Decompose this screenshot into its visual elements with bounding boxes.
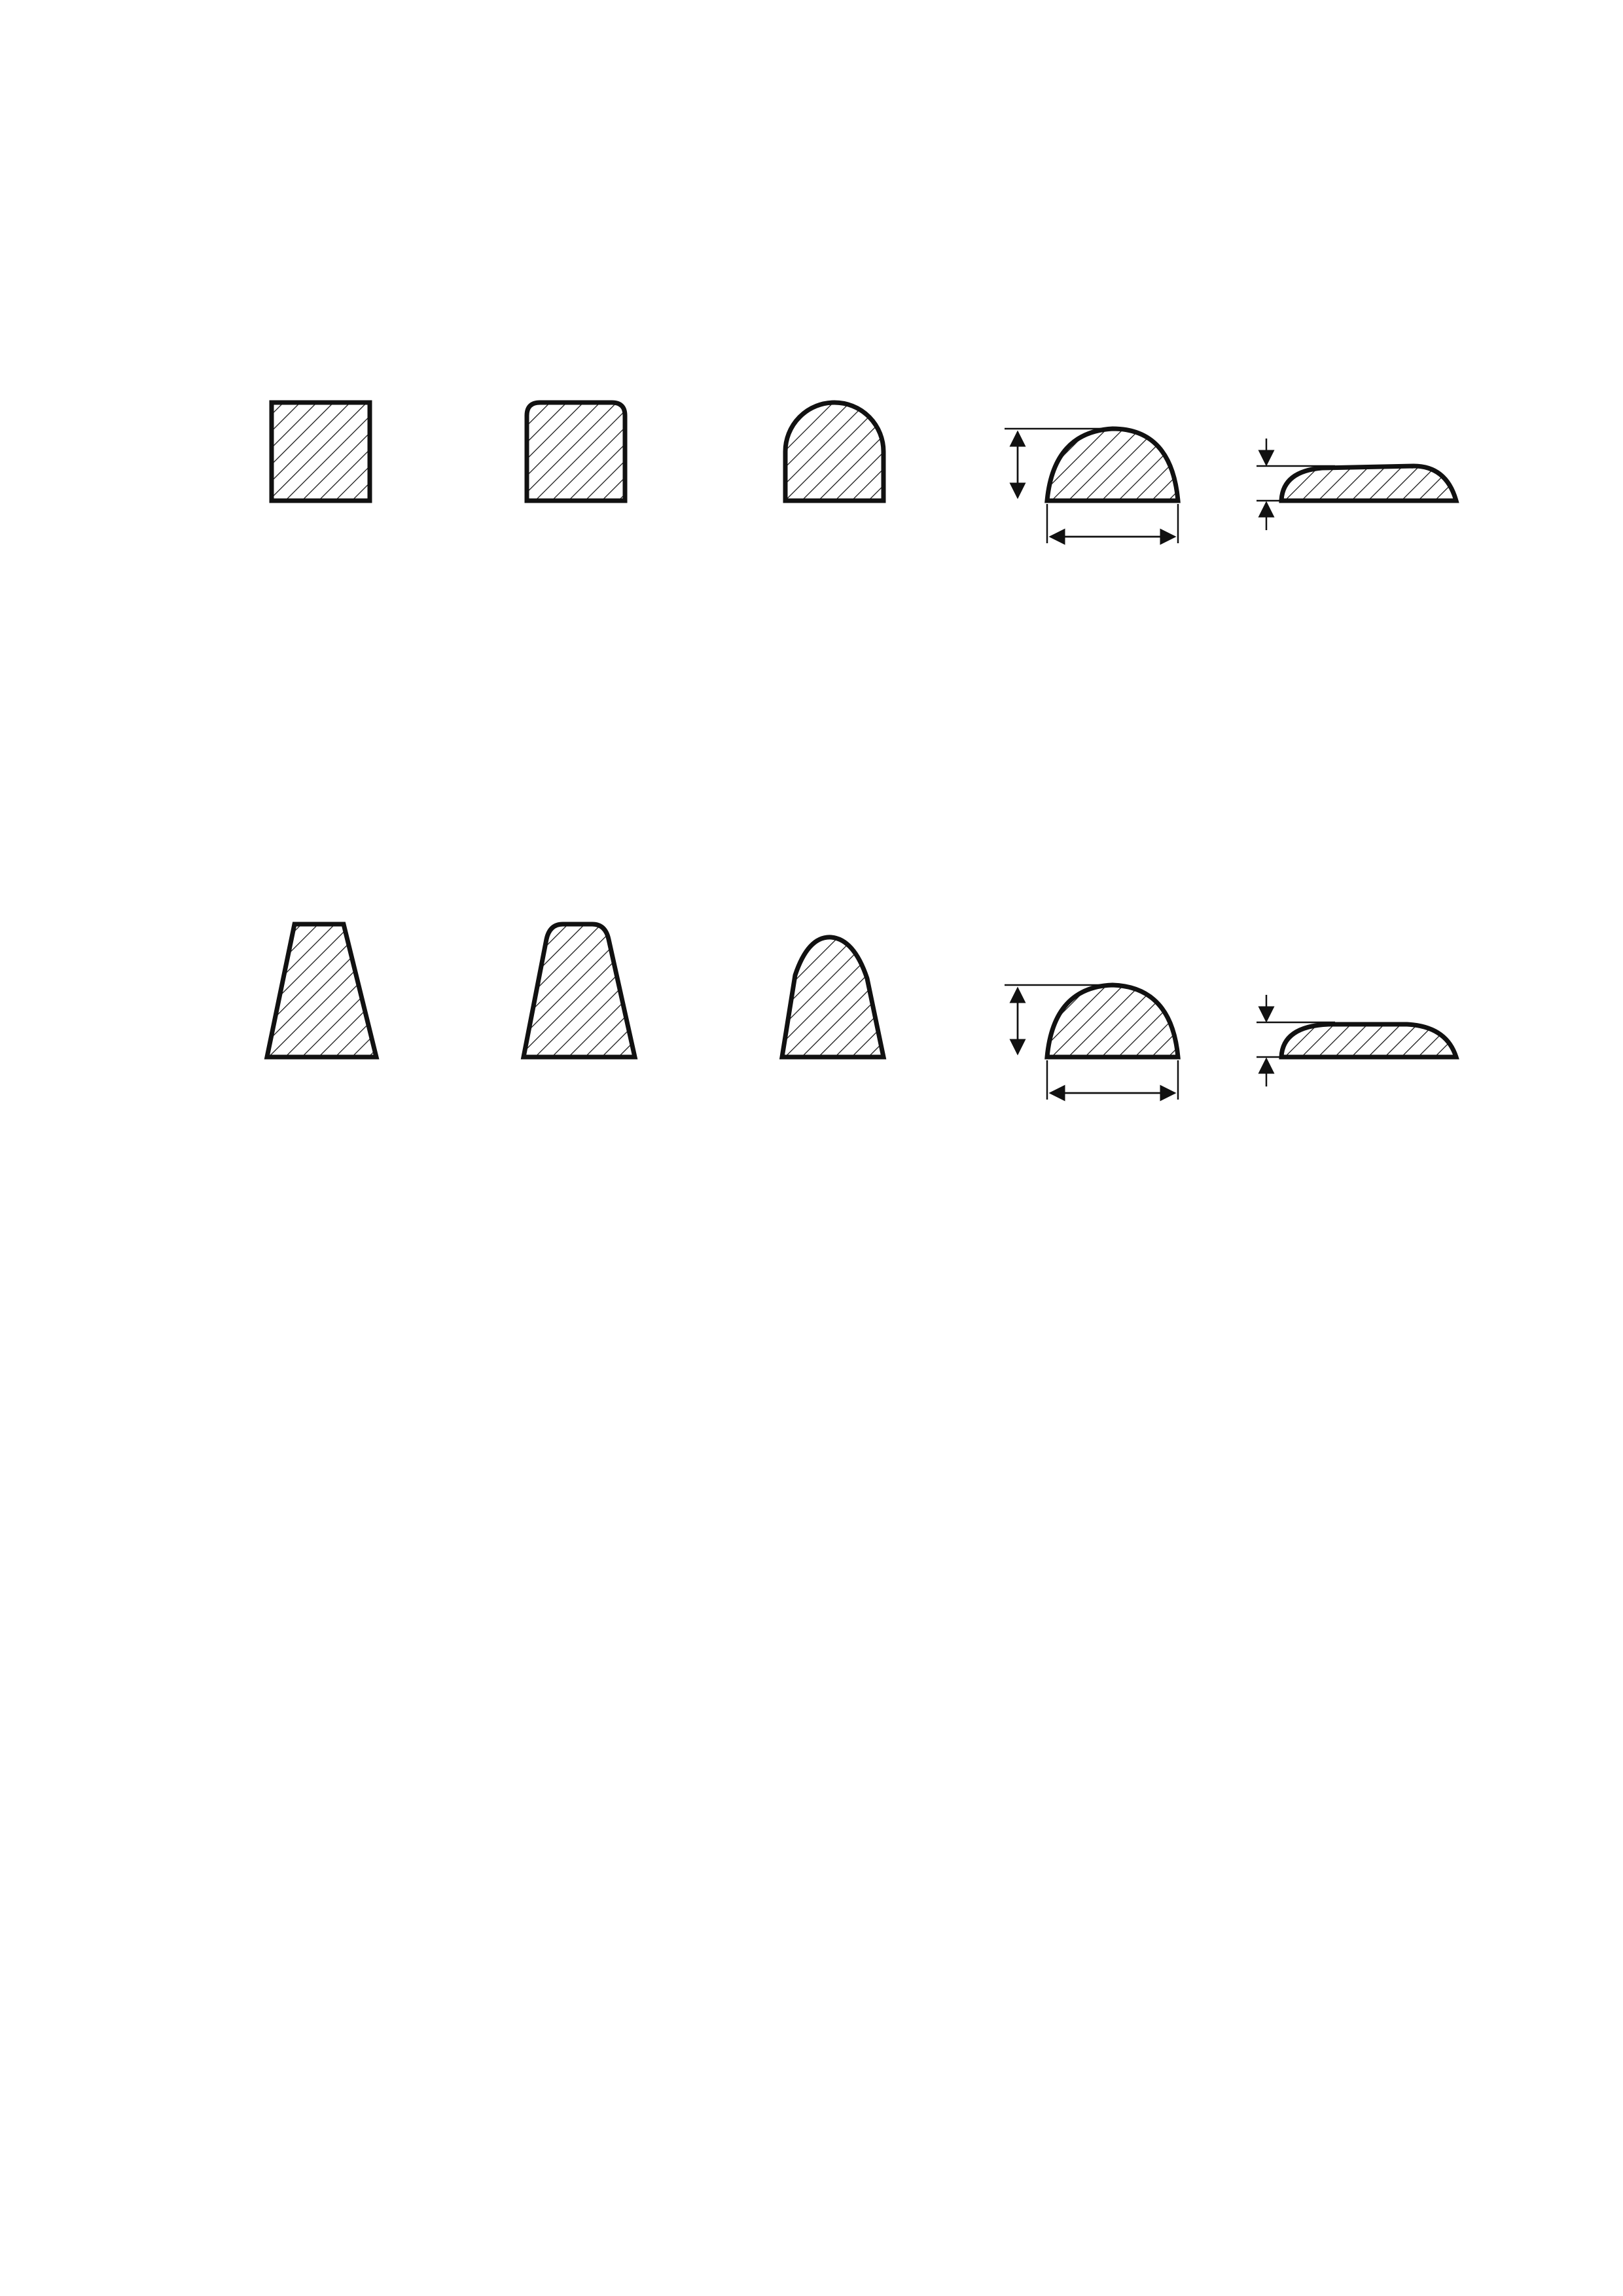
figure-4-drawing <box>0 236 1623 655</box>
shape-spreading <box>1281 1024 1456 1057</box>
figure-5-drawing <box>0 792 1623 1211</box>
shape-hemisphere <box>1047 429 1178 501</box>
shape-sphere <box>785 403 883 501</box>
shape-deformation <box>524 924 635 1057</box>
shape-original-contour <box>267 924 376 1057</box>
body-text <box>193 1309 1495 1314</box>
shape-hemisphere <box>1047 985 1178 1057</box>
shape-original-contour <box>272 403 370 501</box>
shape-spreading <box>1281 466 1456 501</box>
shape-sphere <box>782 937 883 1057</box>
figure-5 <box>0 792 1623 1289</box>
shape-deformation <box>527 403 625 501</box>
figure-4 <box>0 236 1623 733</box>
